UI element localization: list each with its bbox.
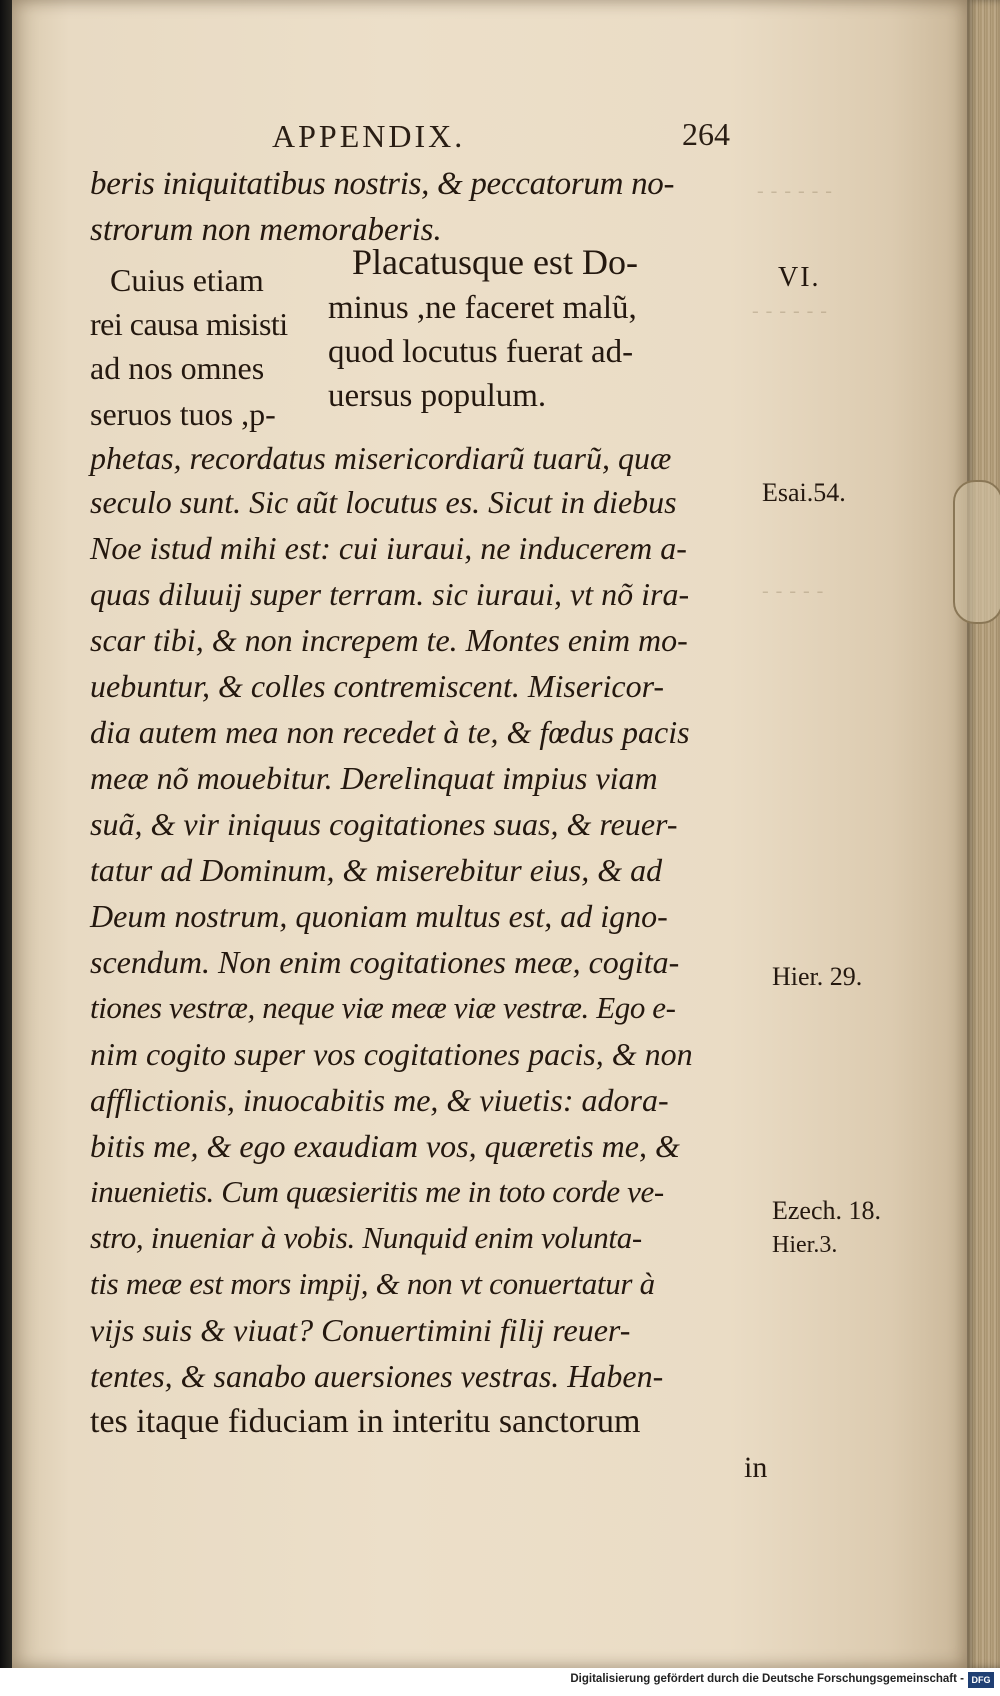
margin-reference: Hier.3. xyxy=(772,1232,838,1258)
text-line: stro, inueniar à vobis. Nunquid enim volunta- xyxy=(90,1220,642,1255)
left-column-line: seruos tuos ,p- xyxy=(90,396,276,432)
page-tab-marker xyxy=(953,480,1000,624)
right-column-line: minus ,ne faceret malũ, xyxy=(328,290,637,326)
text-line: vijs suis & viuat? Conuertimini filij reuer- xyxy=(90,1312,631,1348)
text-line: tes itaque fiduciam in interitu sanctorum xyxy=(90,1403,641,1440)
bleed-through-text: - - - - - - xyxy=(752,300,828,322)
text-line: suã, & vir iniquus cogitationes suas, & reuer- xyxy=(90,806,678,842)
text-line: nim cogito super vos cogitationes pacis, & non xyxy=(90,1036,693,1072)
text-line: afflictionis, inuocabitis me, & viuetis: adora- xyxy=(90,1082,669,1118)
margin-reference: Hier. 29. xyxy=(772,962,863,991)
right-column-line: quod locutus fuerat ad- xyxy=(328,334,634,370)
page-stack-edge xyxy=(967,0,1000,1668)
text-line: tis meæ est mors impij, & non vt conuertatur à xyxy=(90,1266,655,1301)
left-column-line: ad nos omnes xyxy=(90,350,265,386)
text-line: strorum non memoraberis. xyxy=(90,212,442,248)
text-line: scar tibi, & non increpem te. Montes enim mo- xyxy=(90,622,688,658)
bleed-through-text: - - - - - - xyxy=(757,180,833,202)
left-column-line: Cuius etiam xyxy=(110,262,264,298)
text-line: scendum. Non enim cogitationes meæ, cogita- xyxy=(90,944,680,980)
text-line: beris iniquitatibus nostris, & peccatorum no- xyxy=(90,166,675,202)
book-spine-edge xyxy=(0,0,12,1668)
margin-section-number: VI. xyxy=(778,262,821,293)
bleed-through-text: - - - - - xyxy=(762,580,825,602)
text-line: tatur ad Dominum, & miserebitur eius, & ad xyxy=(90,852,663,888)
funding-credit: Digitalisierung gefördert durch die Deutsche Forschungsgemeinschaft - xyxy=(570,1673,964,1685)
left-column-line: rei causa misisti xyxy=(90,306,288,342)
text-line: dia autem mea non recedet à te, & fœdus pacis xyxy=(90,714,690,750)
text-line: seculo sunt. Sic aũt locutus es. Sicut in diebus xyxy=(90,484,677,520)
footer-bar xyxy=(0,1668,1000,1696)
text-line: bitis me, & ego exaudiam vos, quæretis me, & xyxy=(90,1128,680,1164)
running-title: APPENDIX. xyxy=(272,118,466,154)
page-header xyxy=(92,118,752,162)
text-line: meæ nõ mouebitur. Derelinquat impius viam xyxy=(90,760,658,796)
page-number: 264 xyxy=(682,116,730,152)
book-page xyxy=(12,0,967,1668)
margin-reference: Ezech. 18. xyxy=(772,1196,882,1225)
text-line: phetas, recordatus misericordiarũ tuarũ, quæ xyxy=(90,440,672,476)
text-line: Noe istud mihi est: cui iuraui, ne inducerem a- xyxy=(90,530,687,566)
right-column-line: Placatusque est Do- xyxy=(352,242,638,282)
text-line: tentes, & sanabo auersiones vestras. Haben- xyxy=(90,1358,664,1394)
catchword: in xyxy=(744,1451,768,1484)
text-line: uebuntur, & colles contremiscent. Misericor- xyxy=(90,668,665,704)
text-line: Deum nostrum, quoniam multus est, ad igno- xyxy=(90,898,668,934)
dfg-logo: DFG xyxy=(968,1672,994,1688)
text-line: inuenietis. Cum quæsieritis me in toto corde ve- xyxy=(90,1174,664,1209)
text-line: tiones vestræ, neque viæ meæ viæ vestræ. Ego e- xyxy=(90,990,676,1025)
text-line: quas diluuij super terram. sic iuraui, vt nõ ira- xyxy=(90,576,690,612)
right-column-line: uersus populum. xyxy=(328,378,547,414)
margin-reference: Esai.54. xyxy=(762,478,846,507)
